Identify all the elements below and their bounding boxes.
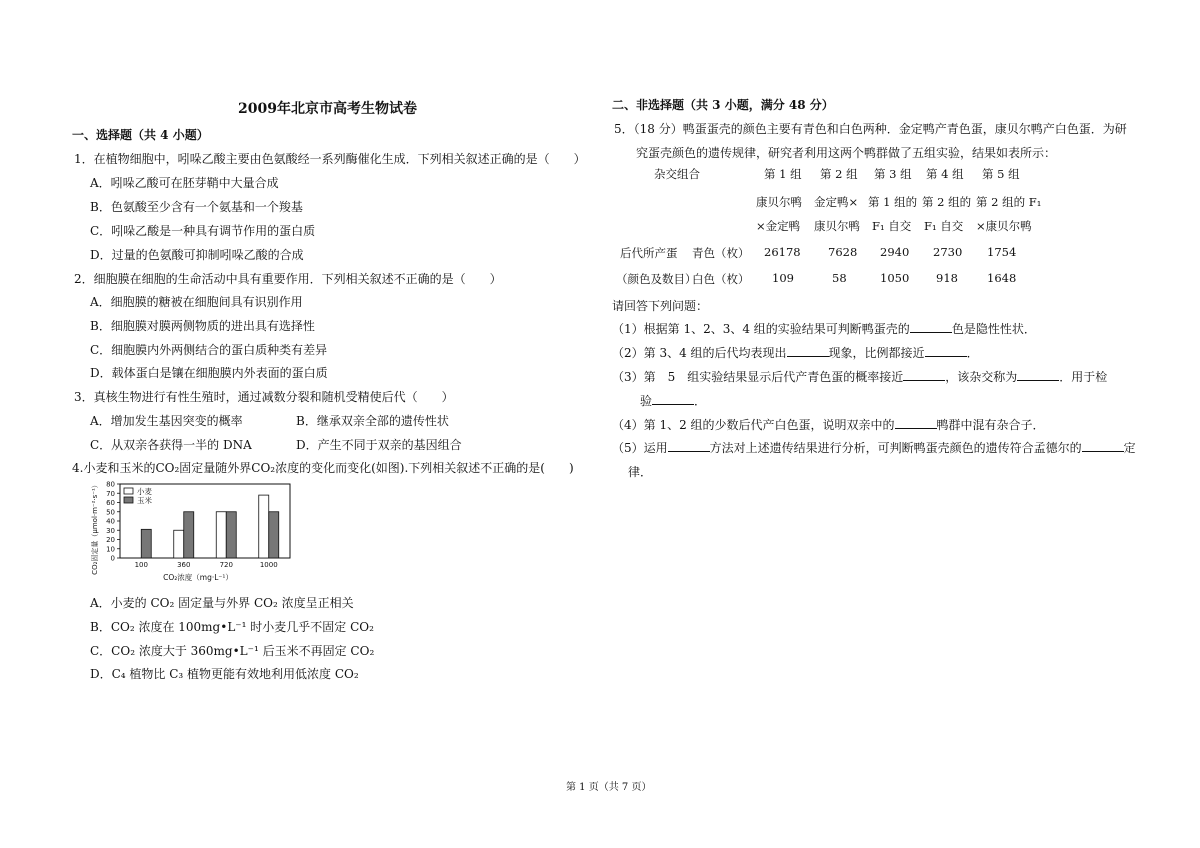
y-tick-label: 70 [106, 489, 115, 498]
sub-question-2-text-a: （2）第 3、4 组的后代均表现出 [612, 346, 787, 360]
cross-line2-group-3: F₁ 自交 [872, 219, 912, 233]
question-5-prompt: 请回答下列问题： [612, 299, 709, 313]
blue-count-group-1: 26178 [764, 245, 801, 259]
question-3-option-a: A．增加发生基因突变的概率 [90, 414, 243, 428]
legend-label-corn: 玉米 [137, 496, 152, 505]
white-count-group-2: 58 [832, 271, 847, 285]
blue-count-group-5: 1754 [987, 245, 1017, 259]
question-4-option-c: C．CO₂ 浓度大于 360mg•L⁻¹ 后玉米不再固定 CO₂ [90, 644, 375, 658]
x-tick-label: 360 [177, 561, 191, 569]
row-label-blue: 青色（枚） [692, 246, 750, 260]
bar-corn [269, 512, 279, 558]
question-3-option-d: D．产生不同于双亲的基因组合 [296, 438, 462, 452]
sub-question-1-text-b: 色是隐性性状． [951, 322, 1036, 336]
legend-label-wheat: 小麦 [137, 487, 152, 496]
row-label-white: 白色（枚） [692, 272, 750, 286]
y-tick-label: 30 [106, 526, 115, 535]
co2-fixation-chart [88, 478, 298, 586]
question-4-option-a: A．小麦的 CO₂ 固定量与外界 CO₂ 浓度呈正相关 [90, 596, 354, 610]
blue-count-group-4: 2730 [933, 245, 963, 259]
question-1-option-a: A．吲哚乙酸可在胚芽鞘中大量合成 [90, 176, 279, 190]
section-2-heading: 二、非选择题（共 3 小题，满分 48 分） [612, 98, 834, 112]
question-2-option-a: A．细胞膜的糖被在细胞间具有识别作用 [90, 295, 303, 309]
sub-question-1 [612, 320, 1036, 337]
question-4-option-d: D．C₄ 植物比 C₃ 植物更能有效地利用低浓度 CO₂ [90, 667, 359, 681]
sub-question-2-text-b: 现象，比例都接近 [828, 346, 925, 360]
bar-corn [184, 512, 194, 558]
question-5-intro-line-1: 5．（18 分）鸭蛋蛋壳的颜色主要有青色和白色两种．金定鸭产青色蛋，康贝尔鸭产白色蛋．为研 [614, 122, 1127, 136]
question-3-option-b: B．继承双亲全部的遗传性状 [296, 414, 449, 428]
table-header-group-2: 第 2 组 [820, 167, 858, 181]
question-4-option-b: B．CO₂ 浓度在 100mg•L⁻¹ 时小麦几乎不固定 CO₂ [90, 620, 374, 634]
sub-question-3-continued [640, 392, 706, 409]
sub-question-2-text-c: ． [966, 346, 979, 360]
section-1-heading: 一、选择题（共 4 小题） [72, 128, 209, 142]
sub-question-5-text-a: （5）运用 [612, 441, 668, 455]
sub-question-5-text-c: 定 [1123, 441, 1136, 455]
x-tick-label: 1000 [259, 561, 278, 569]
sub-question-5 [612, 439, 1136, 456]
legend-swatch-wheat [124, 488, 133, 494]
table-corner-label: 杂交组合 [654, 167, 700, 181]
sub-question-5-continued: 律． [628, 465, 653, 479]
cross-line1-group-3: 第 1 组的 [868, 195, 918, 209]
sub-question-3-text-d: 验 [640, 394, 653, 408]
question-1-option-b: B．色氨酸至少含有一个氨基和一个羧基 [90, 200, 303, 214]
cross-line2-group-4: F₁ 自交 [924, 219, 964, 233]
bar-wheat [216, 512, 226, 558]
legend-swatch-corn [124, 497, 133, 503]
blue-count-group-2: 7628 [828, 245, 858, 259]
chart-y-axis-label: CO₂固定量（μmol·m⁻²·s⁻¹） [91, 481, 99, 575]
question-3-option-c: C．从双亲各获得一半的 DNA [90, 438, 252, 452]
cross-line1-group-4: 第 2 组的 [922, 195, 972, 209]
page-title: 2009年北京市高考生物试卷 [238, 101, 417, 117]
chart-x-axis-label: CO₂浓度（mg·L⁻¹） [163, 573, 233, 582]
cross-line1-group-2: 金定鸭× [814, 195, 859, 209]
y-tick-label: 80 [106, 480, 115, 489]
question-1-option-d: D．过量的色氨酸可抑制吲哚乙酸的合成 [90, 248, 304, 262]
y-tick-label: 20 [106, 536, 115, 544]
answer-blank-5[interactable] [1017, 370, 1059, 381]
table-header-group-1: 第 1 组 [764, 167, 802, 181]
cross-line2-group-2: 康贝尔鸭 [814, 219, 860, 233]
table-header-group-3: 第 3 组 [874, 167, 912, 181]
x-tick-label: 720 [219, 561, 233, 569]
x-tick-label: 100 [134, 561, 148, 569]
answer-blank-8[interactable] [668, 441, 710, 452]
white-count-group-4: 918 [936, 271, 958, 285]
bar-corn [141, 529, 151, 558]
sub-question-3-text-b: ，该杂交称为 [945, 370, 1018, 384]
answer-blank-1[interactable] [910, 322, 952, 333]
answer-blank-9[interactable] [1082, 441, 1124, 452]
question-2-option-b: B．细胞膜对膜两侧物质的进出具有选择性 [90, 319, 315, 333]
question-5-intro-line-2: 究蛋壳颜色的遗传规律，研究者利用这两个鸭群做了五组实验，结果如表所示： [636, 146, 1057, 160]
question-3-stem: 3．真核生物进行有性生殖时，通过减数分裂和随机受精使后代（ ） [74, 390, 454, 404]
question-2-option-c: C．细胞膜内外两侧结合的蛋白质种类有差异 [90, 343, 328, 357]
blue-count-group-3: 2940 [880, 245, 910, 259]
answer-blank-4[interactable] [903, 370, 945, 381]
table-header-group-4: 第 4 组 [926, 167, 964, 181]
sub-question-3-text-e: ． [694, 394, 707, 408]
sub-question-3-text-c: ．用于检 [1059, 370, 1108, 384]
sub-question-4-text-b: 鸭群中混有杂合子． [936, 418, 1045, 432]
y-tick-label: 10 [106, 545, 115, 554]
sub-question-3-text-a: （3）第 5 组实验结果显示后代产青色蛋的概率接近 [612, 370, 904, 384]
sub-question-2 [612, 344, 979, 361]
y-tick-label: 0 [110, 554, 115, 563]
sub-question-3 [612, 368, 1107, 385]
bar-wheat [259, 495, 269, 558]
sub-question-1-text-a: （1）根据第 1、2、3、4 组的实验结果可判断鸭蛋壳的 [612, 322, 910, 336]
sub-question-4-text-a: （4）第 1、2 组的少数后代产白色蛋，说明双亲中的 [612, 418, 895, 432]
row-label-offspring: 后代所产蛋 [620, 246, 678, 260]
question-1-stem: 1．在植物细胞中，吲哚乙酸主要由色氨酸经一系列酶催化生成．下列相关叙述正确的是（ ） [74, 152, 586, 166]
cross-line2-group-5: ×康贝尔鸭 [976, 219, 1032, 233]
y-tick-label: 40 [106, 517, 115, 526]
sub-question-4 [612, 416, 1045, 433]
answer-blank-7[interactable] [895, 418, 937, 429]
y-tick-label: 50 [106, 508, 115, 517]
white-count-group-1: 109 [772, 271, 794, 285]
question-1-option-c: C．吲哚乙酸是一种具有调节作用的蛋白质 [90, 224, 316, 238]
white-count-group-5: 1648 [987, 271, 1017, 285]
table-header-group-5: 第 5 组 [982, 167, 1020, 181]
bar-corn [226, 512, 236, 558]
white-count-group-3: 1050 [880, 271, 910, 285]
y-tick-label: 60 [106, 499, 115, 507]
cross-line1-group-1: 康贝尔鸭 [756, 195, 802, 209]
cross-line2-group-1: ×金定鸭 [756, 219, 801, 233]
row-label-color-count: （颜色及数目） [616, 272, 697, 286]
question-4-stem: 4.小麦和玉米的CO₂固定量随外界CO₂浓度的变化而变化(如图).下列相关叙述不正确的是( ) [72, 461, 574, 475]
page-footer: 第 1 页（共 7 页） [566, 782, 652, 793]
answer-blank-6[interactable] [652, 394, 694, 405]
question-2-option-d: D．载体蛋白是镶在细胞膜内外表面的蛋白质 [90, 366, 328, 380]
answer-blank-2[interactable] [787, 346, 829, 357]
sub-question-5-text-b: 方法对上述遗传结果进行分析，可判断鸭蛋壳颜色的遗传符合孟德尔的 [709, 441, 1082, 455]
answer-blank-3[interactable] [925, 346, 967, 357]
cross-line1-group-5: 第 2 组的 F₁ [976, 195, 1042, 209]
question-2-stem: 2．细胞膜在细胞的生命活动中具有重要作用．下列相关叙述不正确的是（ ） [74, 272, 502, 286]
bar-wheat [174, 530, 184, 558]
